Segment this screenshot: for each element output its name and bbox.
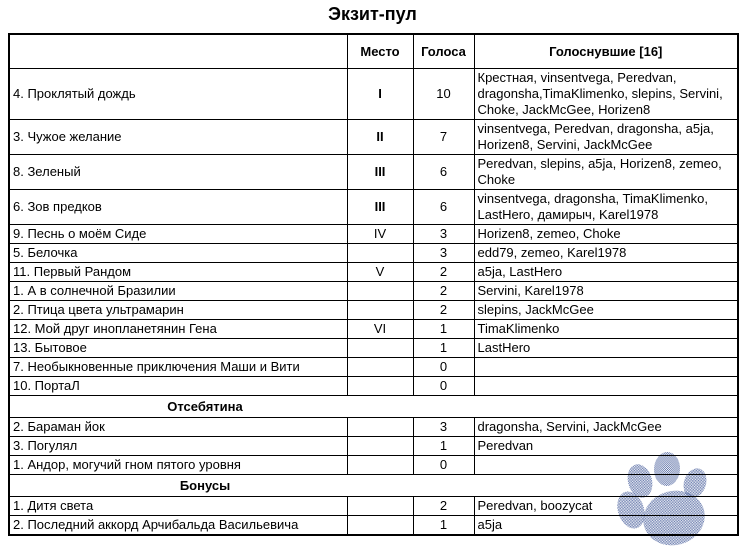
table-row: [9, 120, 738, 155]
entry-title-cell: 2. Птица цвета ультрамарин: [9, 301, 347, 320]
table-row: [9, 69, 738, 120]
header-place: Место: [347, 34, 413, 69]
voters-cell: Peredvan: [474, 437, 738, 456]
section-row: [9, 475, 738, 497]
voters-cell: a5ja, LastHero: [474, 263, 738, 282]
table-row: [9, 190, 738, 225]
entry-title-cell: 2. Бараман йок: [9, 418, 347, 437]
section-row: [9, 396, 738, 418]
place-cell: [347, 301, 413, 320]
section-title: Бонусы: [179, 478, 231, 493]
entry-title-cell: 1. Андор, могучий гном пятого уровня: [9, 456, 347, 475]
entry-title-cell: 7. Необыкновенные приключения Маши и Вити: [9, 358, 347, 377]
section-title: Отсебятина: [167, 399, 243, 414]
entry-title-cell: 6. Зов предков: [9, 190, 347, 225]
votes-cell: 10: [413, 69, 474, 120]
table-row: [9, 244, 738, 263]
entry-title-cell: 12. Мой друг инопланетянин Гена: [9, 320, 347, 339]
header-row: [9, 34, 738, 69]
table-row: [9, 301, 738, 320]
entry-title-cell: 9. Песнь о моём Сиде: [9, 225, 347, 244]
place-cell: [347, 516, 413, 536]
table-row: [9, 225, 738, 244]
votes-cell: 1: [413, 516, 474, 536]
place-cell: [347, 437, 413, 456]
votes-cell: 7: [413, 120, 474, 155]
entry-title-cell: 1. Дитя света: [9, 497, 347, 516]
entry-title-cell: 2. Последний аккорд Арчибальда Васильевича: [9, 516, 347, 536]
votes-cell: 3: [413, 418, 474, 437]
table-row: [9, 497, 738, 516]
votes-cell: 2: [413, 497, 474, 516]
place-cell: III: [347, 155, 413, 190]
table-row: [9, 418, 738, 437]
voters-cell: [474, 377, 738, 396]
voters-cell: vinsentvega, dragonsha, TimaKlimenko, LastHero, дамирыч, Karel1978: [474, 190, 738, 225]
table-row: [9, 456, 738, 475]
voters-cell: Servini, Karel1978: [474, 282, 738, 301]
place-cell: [347, 244, 413, 263]
voters-cell: [474, 358, 738, 377]
entry-title-cell: 11. Первый Рандом: [9, 263, 347, 282]
voters-cell: Horizen8, zemeo, Choke: [474, 225, 738, 244]
entry-title-cell: 1. А в солнечной Бразилии: [9, 282, 347, 301]
table-row: [9, 437, 738, 456]
table-row: [9, 282, 738, 301]
table-row: [9, 155, 738, 190]
votes-cell: 3: [413, 244, 474, 263]
entry-title-cell: 4. Проклятый дождь: [9, 69, 347, 120]
place-cell: [347, 456, 413, 475]
votes-cell: 1: [413, 320, 474, 339]
table-row: [9, 377, 738, 396]
place-cell: I: [347, 69, 413, 120]
place-cell: [347, 358, 413, 377]
votes-cell: 6: [413, 155, 474, 190]
voters-cell: Peredvan, boozycat: [474, 497, 738, 516]
votes-cell: 6: [413, 190, 474, 225]
votes-cell: 0: [413, 358, 474, 377]
entry-title-cell: 3. Чужое желание: [9, 120, 347, 155]
place-cell: [347, 282, 413, 301]
entry-title-cell: 10. ПортаЛ: [9, 377, 347, 396]
table-row: [9, 263, 738, 282]
voters-cell: Крестная, vinsentvega, Peredvan, dragonsha,TimaKlimenko, slepins, Servini, Choke, JackMcGee, Horizen8: [474, 69, 738, 120]
place-cell: [347, 418, 413, 437]
entry-title-cell: 3. Погулял: [9, 437, 347, 456]
voters-cell: [474, 456, 738, 475]
place-cell: IV: [347, 225, 413, 244]
section-cell: [9, 396, 738, 418]
voters-cell: slepins, JackMcGee: [474, 301, 738, 320]
place-cell: [347, 339, 413, 358]
votes-cell: 2: [413, 301, 474, 320]
header-voters: Голоснувшие [16]: [474, 34, 738, 69]
votes-cell: 2: [413, 263, 474, 282]
place-cell: V: [347, 263, 413, 282]
header-entry: [9, 34, 347, 69]
votes-cell: 1: [413, 437, 474, 456]
section-cell: [9, 475, 738, 497]
table-row: [9, 339, 738, 358]
voters-cell: LastHero: [474, 339, 738, 358]
page-title: Экзит-пул: [328, 4, 417, 24]
voters-cell: TimaKlimenko: [474, 320, 738, 339]
place-cell: [347, 497, 413, 516]
votes-cell: 1: [413, 339, 474, 358]
voters-cell: edd79, zemeo, Karel1978: [474, 244, 738, 263]
place-cell: VI: [347, 320, 413, 339]
place-cell: III: [347, 190, 413, 225]
table-row: [9, 516, 738, 536]
place-cell: [347, 377, 413, 396]
place-cell: II: [347, 120, 413, 155]
header-votes: Голоса: [413, 34, 474, 69]
exit-poll-table: [8, 33, 739, 536]
voters-cell: vinsentvega, Peredvan, dragonsha, a5ja, Horizen8, Servini, JackMcGee: [474, 120, 738, 155]
votes-cell: 2: [413, 282, 474, 301]
table-row: [9, 358, 738, 377]
votes-cell: 0: [413, 456, 474, 475]
voters-cell: dragonsha, Servini, JackMcGee: [474, 418, 738, 437]
voters-cell: Peredvan, slepins, a5ja, Horizen8, zemeo, Choke: [474, 155, 738, 190]
entry-title-cell: 5. Белочка: [9, 244, 347, 263]
voters-cell: a5ja: [474, 516, 738, 536]
votes-cell: 3: [413, 225, 474, 244]
entry-title-cell: 13. Бытовое: [9, 339, 347, 358]
entry-title-cell: 8. Зеленый: [9, 155, 347, 190]
votes-cell: 0: [413, 377, 474, 396]
table-row: [9, 320, 738, 339]
